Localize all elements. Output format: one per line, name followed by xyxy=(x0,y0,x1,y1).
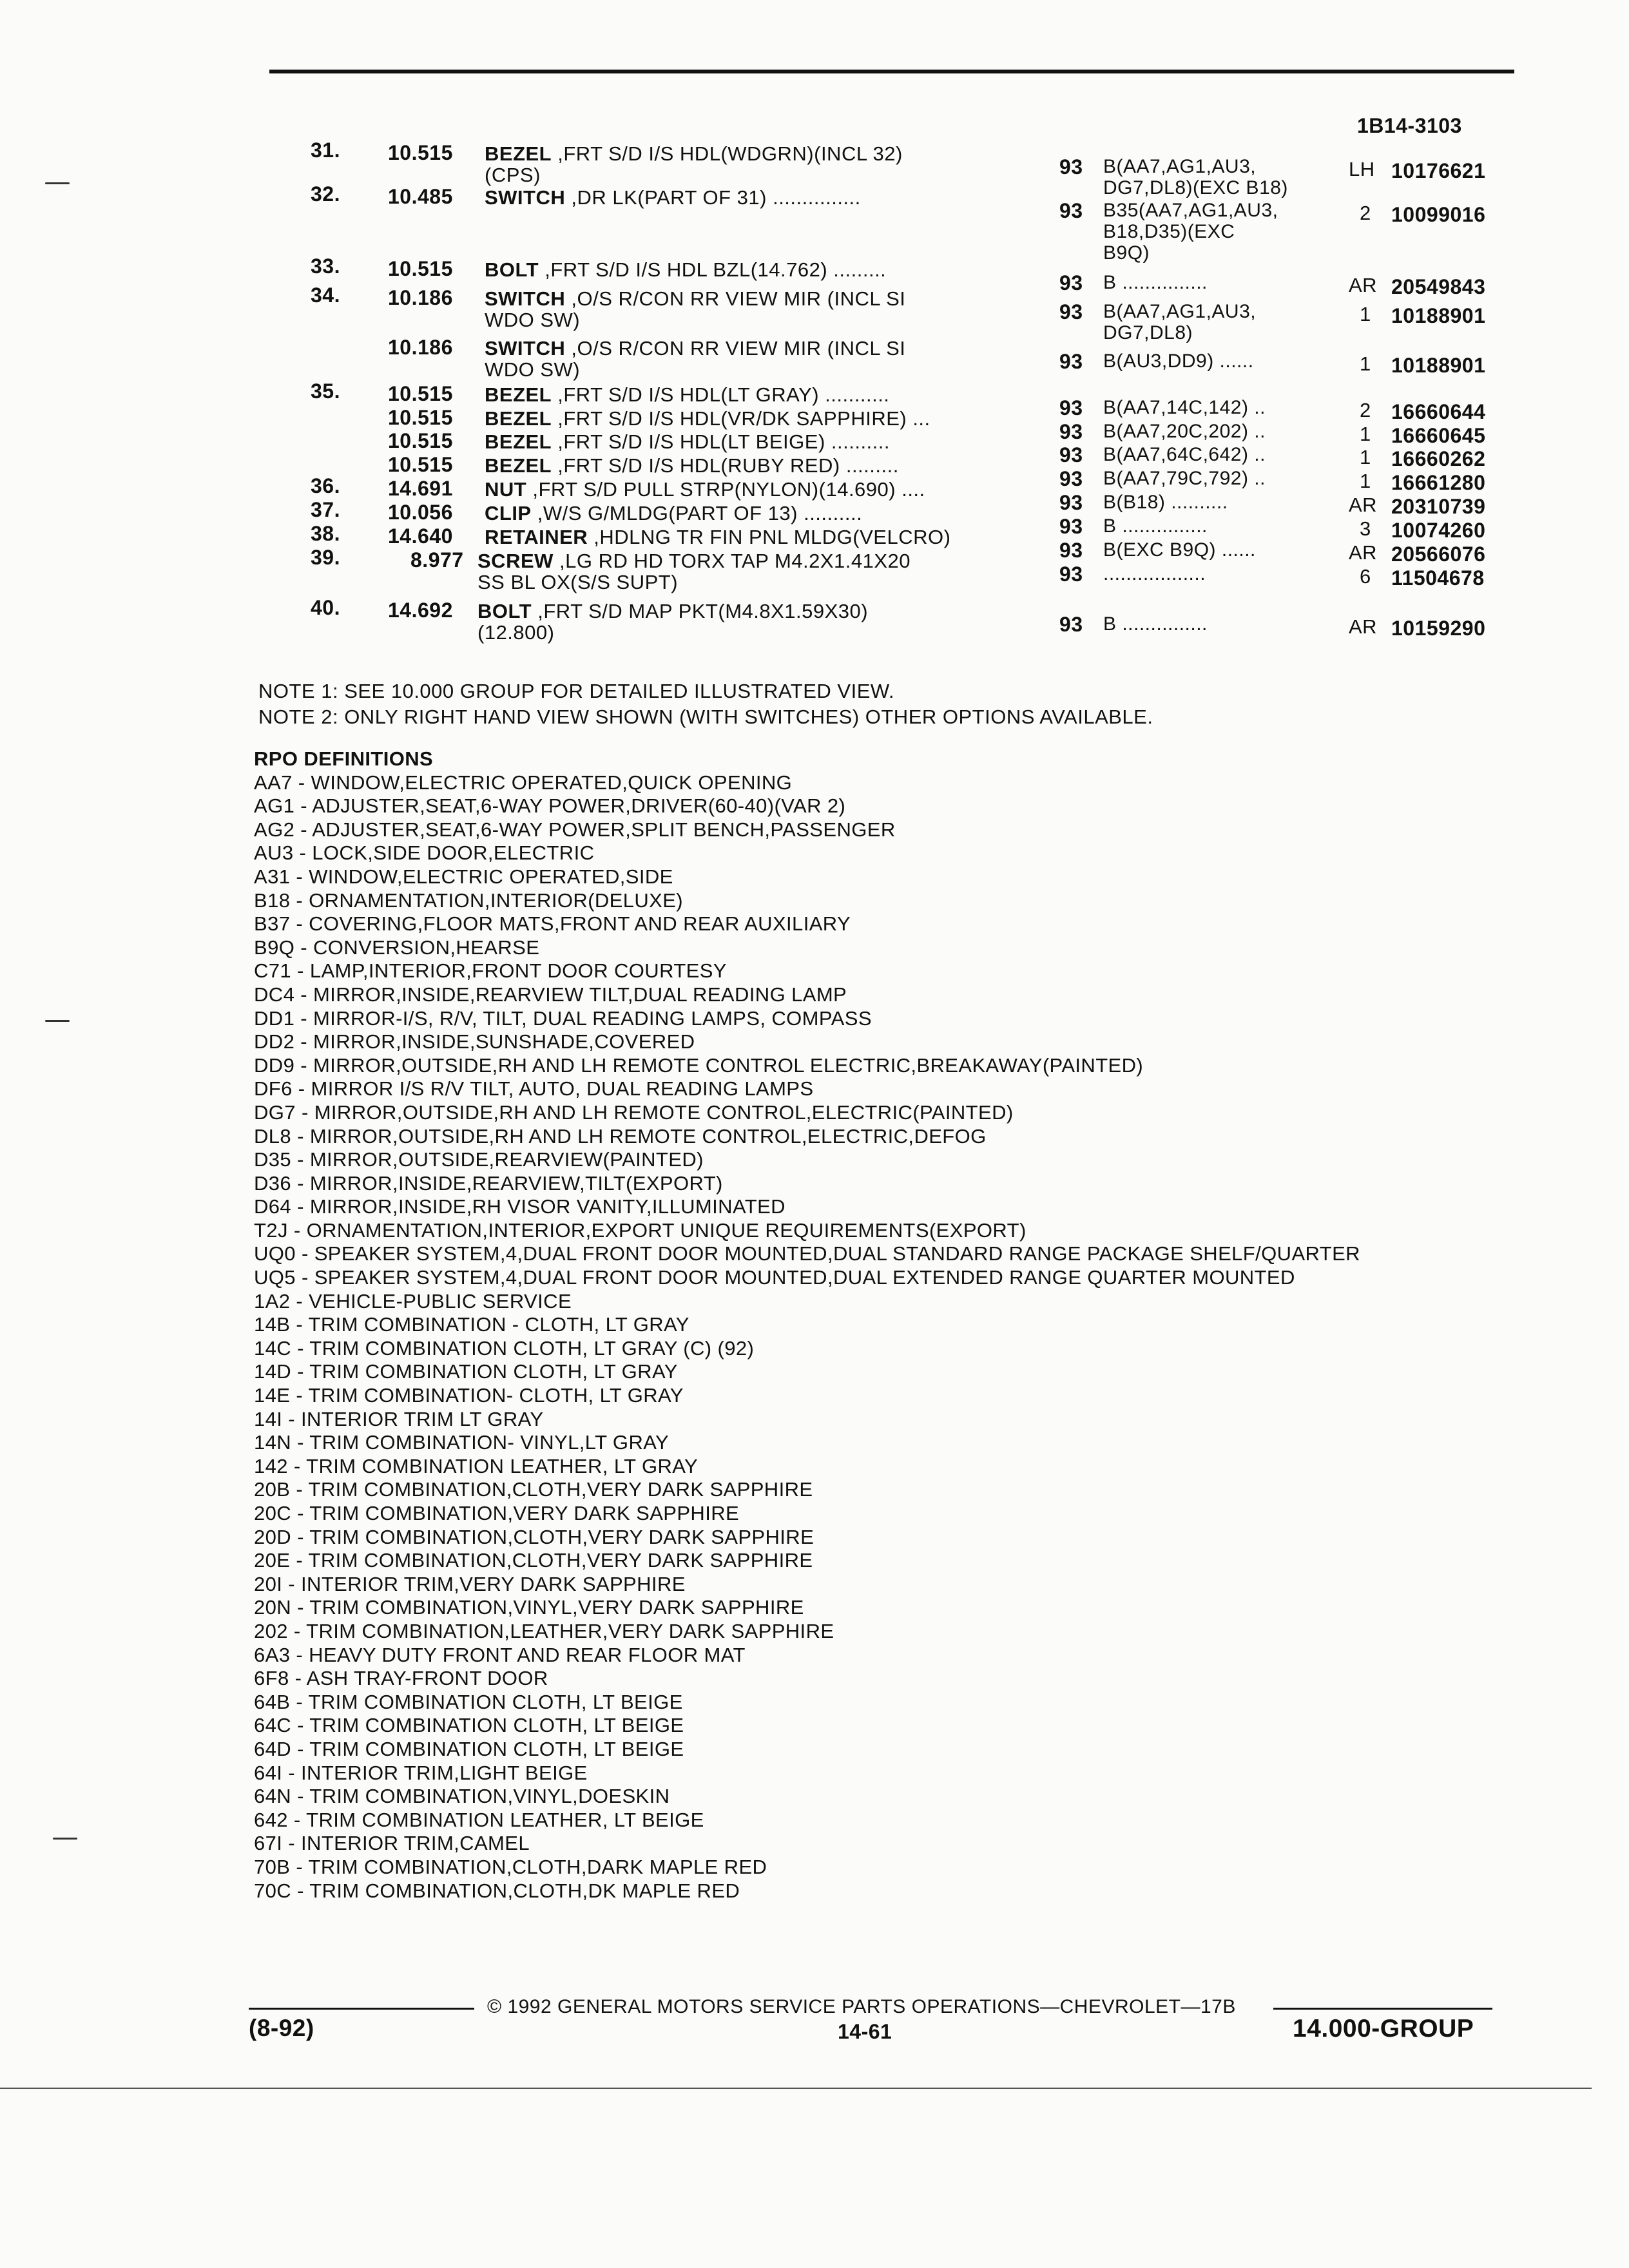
item-code: 10.515 xyxy=(388,406,453,429)
item-model: 93 xyxy=(1059,443,1083,466)
rpo-item: 70B - TRIM COMBINATION,CLOTH,DARK MAPLE RED xyxy=(254,1855,767,1878)
item-code: 10.186 xyxy=(388,286,453,309)
item-desc-text: ,DR LK(PART OF 31) ............... xyxy=(571,186,861,209)
item-model: 93 xyxy=(1059,467,1083,490)
rpo-item: 642 - TRIM COMBINATION LEATHER, LT BEIGE xyxy=(254,1808,704,1831)
margin-mark xyxy=(45,182,70,184)
item-usage-line: B ............... xyxy=(1103,613,1208,635)
rpo-item: B9Q - CONVERSION,HEARSE xyxy=(254,936,540,959)
item-part-number: 11504678 xyxy=(1391,566,1485,590)
rpo-item: 20C - TRIM COMBINATION,VERY DARK SAPPHIRE xyxy=(254,1502,740,1524)
item-description xyxy=(485,384,889,405)
item-desc-text: ,FRT S/D I/S HDL(RUBY RED) ......... xyxy=(557,454,899,477)
rpo-item: AG1 - ADJUSTER,SEAT,6-WAY POWER,DRIVER(60-40)(VAR 2) xyxy=(254,794,846,818)
rpo-item: UQ0 - SPEAKER SYSTEM,4,DUAL FRONT DOOR MOUNTED,DUAL STANDARD RANGE PACKAGE SHELF/QUARTER xyxy=(254,1242,1360,1265)
item-description xyxy=(485,455,899,476)
item-usage xyxy=(1103,200,1278,264)
item-name: SCREW xyxy=(477,550,554,572)
item-desc-text: ,FRT S/D I/S HDL(LT GRAY) ........... xyxy=(557,383,890,406)
rpo-item: AA7 - WINDOW,ELECTRIC OPERATED,QUICK OPENING xyxy=(254,771,793,794)
item-usage xyxy=(1103,563,1206,584)
footer-rule-right xyxy=(1273,2008,1492,2010)
item-desc-text: ,O/S R/CON RR VIEW MIR (INCL SI xyxy=(571,287,906,310)
item-usage-line: .................. xyxy=(1103,563,1206,584)
item-usage xyxy=(1103,397,1266,418)
item-desc-cont: WDO SW) xyxy=(485,358,581,381)
item-description xyxy=(477,550,911,593)
item-model: 93 xyxy=(1059,420,1083,443)
top-rule xyxy=(269,70,1514,73)
rpo-item: T2J - ORNAMENTATION,INTERIOR,EXPORT UNIQUE REQUIREMENTS(EXPORT) xyxy=(254,1218,1027,1242)
item-part-number: 20566076 xyxy=(1391,543,1486,566)
item-qty: 1 xyxy=(1360,303,1371,325)
rpo-item: 20B - TRIM COMBINATION,CLOTH,VERY DARK SAPPHIRE xyxy=(254,1478,813,1501)
rpo-item: D36 - MIRROR,INSIDE,REARVIEW,TILT(EXPORT) xyxy=(254,1171,723,1195)
item-desc-text: ,FRT S/D PULL STRP(NYLON)(14.690) .... xyxy=(532,478,925,501)
item-usage xyxy=(1103,351,1254,372)
notes xyxy=(258,678,1153,730)
item-desc-cont: WDO SW) xyxy=(485,309,581,331)
item-description xyxy=(485,187,861,208)
rpo-item: A31 - WINDOW,ELECTRIC OPERATED,SIDE xyxy=(254,865,673,888)
rpo-item: 64C - TRIM COMBINATION CLOTH, LT BEIGE xyxy=(254,1714,684,1737)
footer-rule-left xyxy=(249,2008,474,2010)
item-description xyxy=(485,526,950,548)
item-part-number: 10099016 xyxy=(1391,203,1486,226)
rpo-item: AU3 - LOCK,SIDE DOOR,ELECTRIC xyxy=(254,841,595,865)
rpo-item: 20E - TRIM COMBINATION,CLOTH,VERY DARK SAPPHIRE xyxy=(254,1549,813,1572)
item-qty: AR xyxy=(1349,274,1378,296)
footer-page-number: 14-61 xyxy=(838,2020,892,2043)
item-qty: AR xyxy=(1349,541,1378,564)
rpo-item: DD2 - MIRROR,INSIDE,SUNSHADE,COVERED xyxy=(254,1030,695,1053)
item-usage-line: B35(AA7,AG1,AU3, xyxy=(1103,200,1278,221)
rpo-item: 14D - TRIM COMBINATION CLOTH, LT GRAY xyxy=(254,1360,678,1383)
item-desc-text: ,HDLNG TR FIN PNL MLDG(VELCRO) xyxy=(593,526,951,548)
item-desc-text: ,FRT S/D MAP PKT(M4.8X1.59X30) xyxy=(537,600,869,622)
item-code: 14.691 xyxy=(388,477,453,500)
item-usage xyxy=(1103,539,1256,561)
item-usage-line: B ............... xyxy=(1103,515,1208,537)
item-description xyxy=(485,288,905,331)
item-part-number: 16661280 xyxy=(1391,471,1486,494)
item-usage xyxy=(1103,272,1208,293)
item-key: 32. xyxy=(311,182,340,206)
item-model: 93 xyxy=(1059,539,1083,562)
item-usage-line: B(AA7,AG1,AU3, xyxy=(1103,156,1257,177)
item-model: 93 xyxy=(1059,515,1083,538)
item-desc-text: ,W/S G/MLDG(PART OF 13) .......... xyxy=(537,502,863,524)
item-key: 40. xyxy=(311,596,340,619)
margin-mark xyxy=(45,1020,70,1022)
item-code: 10.056 xyxy=(388,501,453,524)
item-part-number: 16660262 xyxy=(1391,447,1486,470)
item-key: 39. xyxy=(311,546,340,569)
rpo-item: 20D - TRIM COMBINATION,CLOTH,VERY DARK SAPPHIRE xyxy=(254,1525,815,1548)
page-ref: 1B14-3103 xyxy=(1357,114,1462,137)
item-name: SWITCH xyxy=(485,186,566,209)
item-code: 10.515 xyxy=(388,453,453,476)
item-qty: AR xyxy=(1349,494,1378,516)
item-code: 10.515 xyxy=(388,257,453,280)
rpo-item: 20I - INTERIOR TRIM,VERY DARK SAPPHIRE xyxy=(254,1572,686,1595)
rpo-item: 14N - TRIM COMBINATION- VINYL,LT GRAY xyxy=(254,1431,670,1454)
item-model: 93 xyxy=(1059,613,1083,636)
item-description xyxy=(485,143,903,186)
item-code: 10.515 xyxy=(388,141,453,164)
item-part-number: 10074260 xyxy=(1391,519,1486,542)
item-usage xyxy=(1103,515,1208,537)
rpo-item: 142 - TRIM COMBINATION LEATHER, LT GRAY xyxy=(254,1454,699,1477)
item-usage-line: B18,D35)(EXC xyxy=(1103,221,1235,242)
rpo-item: 14I - INTERIOR TRIM LT GRAY xyxy=(254,1407,544,1430)
item-description xyxy=(485,408,930,429)
item-name: SWITCH xyxy=(485,337,566,360)
item-name: RETAINER xyxy=(485,526,588,548)
item-code: 10.515 xyxy=(388,429,453,452)
item-model: 93 xyxy=(1059,155,1083,178)
item-part-number: 16660644 xyxy=(1391,400,1486,423)
item-name: BEZEL xyxy=(485,407,552,430)
item-key: 37. xyxy=(311,498,340,521)
item-qty: 2 xyxy=(1360,202,1371,224)
item-name: NUT xyxy=(485,478,527,501)
rpo-heading: RPO DEFINITIONS xyxy=(254,747,434,770)
item-qty: 1 xyxy=(1360,423,1371,445)
note-2: NOTE 2: ONLY RIGHT HAND VIEW SHOWN (WITH SWITCHES) OTHER OPTIONS AVAILABLE. xyxy=(258,706,1153,728)
rpo-list xyxy=(254,771,1360,1903)
rpo-item: UQ5 - SPEAKER SYSTEM,4,DUAL FRONT DOOR MOUNTED,DUAL EXTENDED RANGE QUARTER MOUNTED xyxy=(254,1266,1295,1289)
item-description xyxy=(485,479,925,500)
rpo-item: C71 - LAMP,INTERIOR,FRONT DOOR COURTESY xyxy=(254,959,727,983)
item-code: 10.515 xyxy=(388,382,453,405)
rpo-item: 64N - TRIM COMBINATION,VINYL,DOESKIN xyxy=(254,1785,670,1808)
item-usage xyxy=(1103,421,1266,442)
item-desc-text: ,O/S R/CON RR VIEW MIR (INCL SI xyxy=(571,337,906,360)
rpo-item: DD9 - MIRROR,OUTSIDE,RH AND LH REMOTE CONTROL ELECTRIC,BREAKAWAY(PAINTED) xyxy=(254,1053,1144,1077)
item-model: 93 xyxy=(1059,300,1083,323)
item-desc-text: ,FRT S/D I/S HDL(LT BEIGE) .......... xyxy=(557,430,891,453)
item-usage-line: B(AA7,20C,202) .. xyxy=(1103,421,1266,442)
item-name: SWITCH xyxy=(485,287,566,310)
rpo-item: B37 - COVERING,FLOOR MATS,FRONT AND REAR AUXILIARY xyxy=(254,912,851,936)
item-usage-line: DG7,DL8)(EXC B18) xyxy=(1103,177,1288,198)
item-model: 93 xyxy=(1059,271,1083,294)
footer-copyright: © 1992 GENERAL MOTORS SERVICE PARTS OPERATIONS—CHEVROLET—17B xyxy=(487,1996,1236,2017)
rpo-item: 6F8 - ASH TRAY-FRONT DOOR xyxy=(254,1667,548,1690)
item-code: 8.977 xyxy=(410,548,464,572)
item-model: 93 xyxy=(1059,199,1083,222)
item-name: BEZEL xyxy=(485,142,552,165)
rpo-item: 14B - TRIM COMBINATION - CLOTH, LT GRAY xyxy=(254,1313,689,1336)
item-qty: 1 xyxy=(1360,470,1371,492)
footer-date: (8-92) xyxy=(249,2015,314,2041)
item-qty: 1 xyxy=(1360,352,1371,375)
item-part-number: 10176621 xyxy=(1391,159,1486,182)
item-name: BOLT xyxy=(485,258,539,281)
item-part-number: 10159290 xyxy=(1391,617,1486,640)
item-key: 38. xyxy=(311,522,340,545)
item-usage-line: DG7,DL8) xyxy=(1103,322,1193,343)
item-model: 93 xyxy=(1059,396,1083,419)
rpo-definitions xyxy=(254,747,1360,1903)
item-key: 36. xyxy=(311,474,340,497)
rpo-item: DG7 - MIRROR,OUTSIDE,RH AND LH REMOTE CONTROL,ELECTRIC(PAINTED) xyxy=(254,1100,1014,1124)
item-usage xyxy=(1103,444,1266,465)
item-name: BOLT xyxy=(477,600,532,622)
margin-mark xyxy=(53,1838,77,1840)
rpo-item: 14C - TRIM COMBINATION CLOTH, LT GRAY (C) (92) xyxy=(254,1336,755,1360)
item-description xyxy=(485,259,886,280)
item-key: 33. xyxy=(311,255,340,278)
item-desc-text: ,LG RD HD TORX TAP M4.2X1.41X20 xyxy=(559,550,911,572)
item-usage xyxy=(1103,492,1228,513)
item-part-number: 10188901 xyxy=(1391,304,1486,327)
item-name: BEZEL xyxy=(485,454,552,477)
item-usage-line: B9Q) xyxy=(1103,242,1150,264)
rpo-item: 202 - TRIM COMBINATION,LEATHER,VERY DARK SAPPHIRE xyxy=(254,1619,834,1642)
rpo-item: D35 - MIRROR,OUTSIDE,REARVIEW(PAINTED) xyxy=(254,1148,704,1171)
item-usage xyxy=(1103,156,1288,198)
rpo-item: B18 - ORNAMENTATION,INTERIOR(DELUXE) xyxy=(254,889,684,912)
rpo-item: DD1 - MIRROR-I/S, R/V, TILT, DUAL READING LAMPS, COMPASS xyxy=(254,1006,872,1030)
footer-group: 14.000-GROUP xyxy=(1293,2015,1474,2042)
item-usage-line: B(AA7,AG1,AU3, xyxy=(1103,301,1257,322)
item-usage xyxy=(1103,613,1208,635)
rpo-item: D64 - MIRROR,INSIDE,RH VISOR VANITY,ILLUMINATED xyxy=(254,1195,786,1218)
item-name: BEZEL xyxy=(485,383,552,406)
rpo-item: 70C - TRIM COMBINATION,CLOTH,DK MAPLE RED xyxy=(254,1879,740,1902)
item-key: 34. xyxy=(311,284,340,307)
item-qty: 2 xyxy=(1360,399,1371,421)
item-key: 31. xyxy=(311,139,340,162)
rpo-item: AG2 - ADJUSTER,SEAT,6-WAY POWER,SPLIT BENCH,PASSENGER xyxy=(254,818,896,841)
rpo-item: DF6 - MIRROR I/S R/V TILT, AUTO, DUAL READING LAMPS xyxy=(254,1077,814,1100)
rpo-item: DL8 - MIRROR,OUTSIDE,RH AND LH REMOTE CONTROL,ELECTRIC,DEFOG xyxy=(254,1124,987,1148)
rpo-item: DC4 - MIRROR,INSIDE,REARVIEW TILT,DUAL READING LAMP xyxy=(254,983,847,1006)
rpo-item: 64I - INTERIOR TRIM,LIGHT BEIGE xyxy=(254,1761,588,1784)
item-code: 10.186 xyxy=(388,336,453,359)
item-usage-line: B(B18) .......... xyxy=(1103,492,1228,513)
rpo-item: 64D - TRIM COMBINATION CLOTH, LT BEIGE xyxy=(254,1737,684,1760)
item-desc-cont: (12.800) xyxy=(477,621,555,644)
item-usage xyxy=(1103,468,1266,489)
item-qty: 6 xyxy=(1360,565,1371,588)
item-usage-line: B(AA7,14C,142) .. xyxy=(1103,397,1266,418)
item-code: 10.485 xyxy=(388,185,453,208)
item-usage-line: B ............... xyxy=(1103,272,1208,293)
rpo-item: 1A2 - VEHICLE-PUBLIC SERVICE xyxy=(254,1289,572,1312)
item-code: 14.640 xyxy=(388,524,453,548)
item-code: 14.692 xyxy=(388,599,453,622)
item-desc-cont: SS BL OX(S/S SUPT) xyxy=(477,571,679,593)
item-part-number: 16660645 xyxy=(1391,424,1486,447)
item-desc-text: ,FRT S/D I/S HDL(VR/DK SAPPHIRE) ... xyxy=(557,407,930,430)
item-qty: 3 xyxy=(1360,517,1371,540)
item-part-number: 10188901 xyxy=(1391,354,1486,377)
item-usage xyxy=(1103,301,1256,343)
item-part-number: 20549843 xyxy=(1391,275,1486,298)
item-description xyxy=(485,431,890,452)
item-part-number: 20310739 xyxy=(1391,495,1486,518)
item-model: 93 xyxy=(1059,491,1083,514)
item-description xyxy=(485,503,862,524)
item-model: 93 xyxy=(1059,562,1083,586)
rpo-item: 20N - TRIM COMBINATION,VINYL,VERY DARK SAPPHIRE xyxy=(254,1596,804,1619)
bottom-rule xyxy=(0,2088,1592,2089)
item-name: BEZEL xyxy=(485,430,552,453)
item-desc-cont: (CPS) xyxy=(485,164,541,186)
item-key: 35. xyxy=(311,380,340,403)
item-usage-line: B(EXC B9Q) ...... xyxy=(1103,539,1256,561)
item-description xyxy=(477,601,868,643)
item-description xyxy=(485,338,905,380)
item-usage-line: B(AA7,64C,642) .. xyxy=(1103,444,1266,465)
item-name: CLIP xyxy=(485,502,532,524)
item-qty: 1 xyxy=(1360,446,1371,468)
item-desc-text: ,FRT S/D I/S HDL BZL(14.762) ......... xyxy=(545,258,887,281)
item-usage-line: B(AA7,79C,792) .. xyxy=(1103,468,1266,489)
rpo-item: 67I - INTERIOR TRIM,CAMEL xyxy=(254,1832,530,1855)
item-desc-text: ,FRT S/D I/S HDL(WDGRN)(INCL 32) xyxy=(557,142,903,165)
item-usage-line: B(AU3,DD9) ...... xyxy=(1103,351,1254,372)
rpo-item: 64B - TRIM COMBINATION CLOTH, LT BEIGE xyxy=(254,1690,683,1713)
note-1: NOTE 1: SEE 10.000 GROUP FOR DETAILED ILLUSTRATED VIEW. xyxy=(258,680,895,702)
rpo-item: 6A3 - HEAVY DUTY FRONT AND REAR FLOOR MAT xyxy=(254,1643,746,1666)
item-model: 93 xyxy=(1059,350,1083,373)
item-qty: AR xyxy=(1349,615,1378,638)
rpo-item: 14E - TRIM COMBINATION- CLOTH, LT GRAY xyxy=(254,1384,684,1407)
item-qty: LH xyxy=(1349,158,1375,180)
